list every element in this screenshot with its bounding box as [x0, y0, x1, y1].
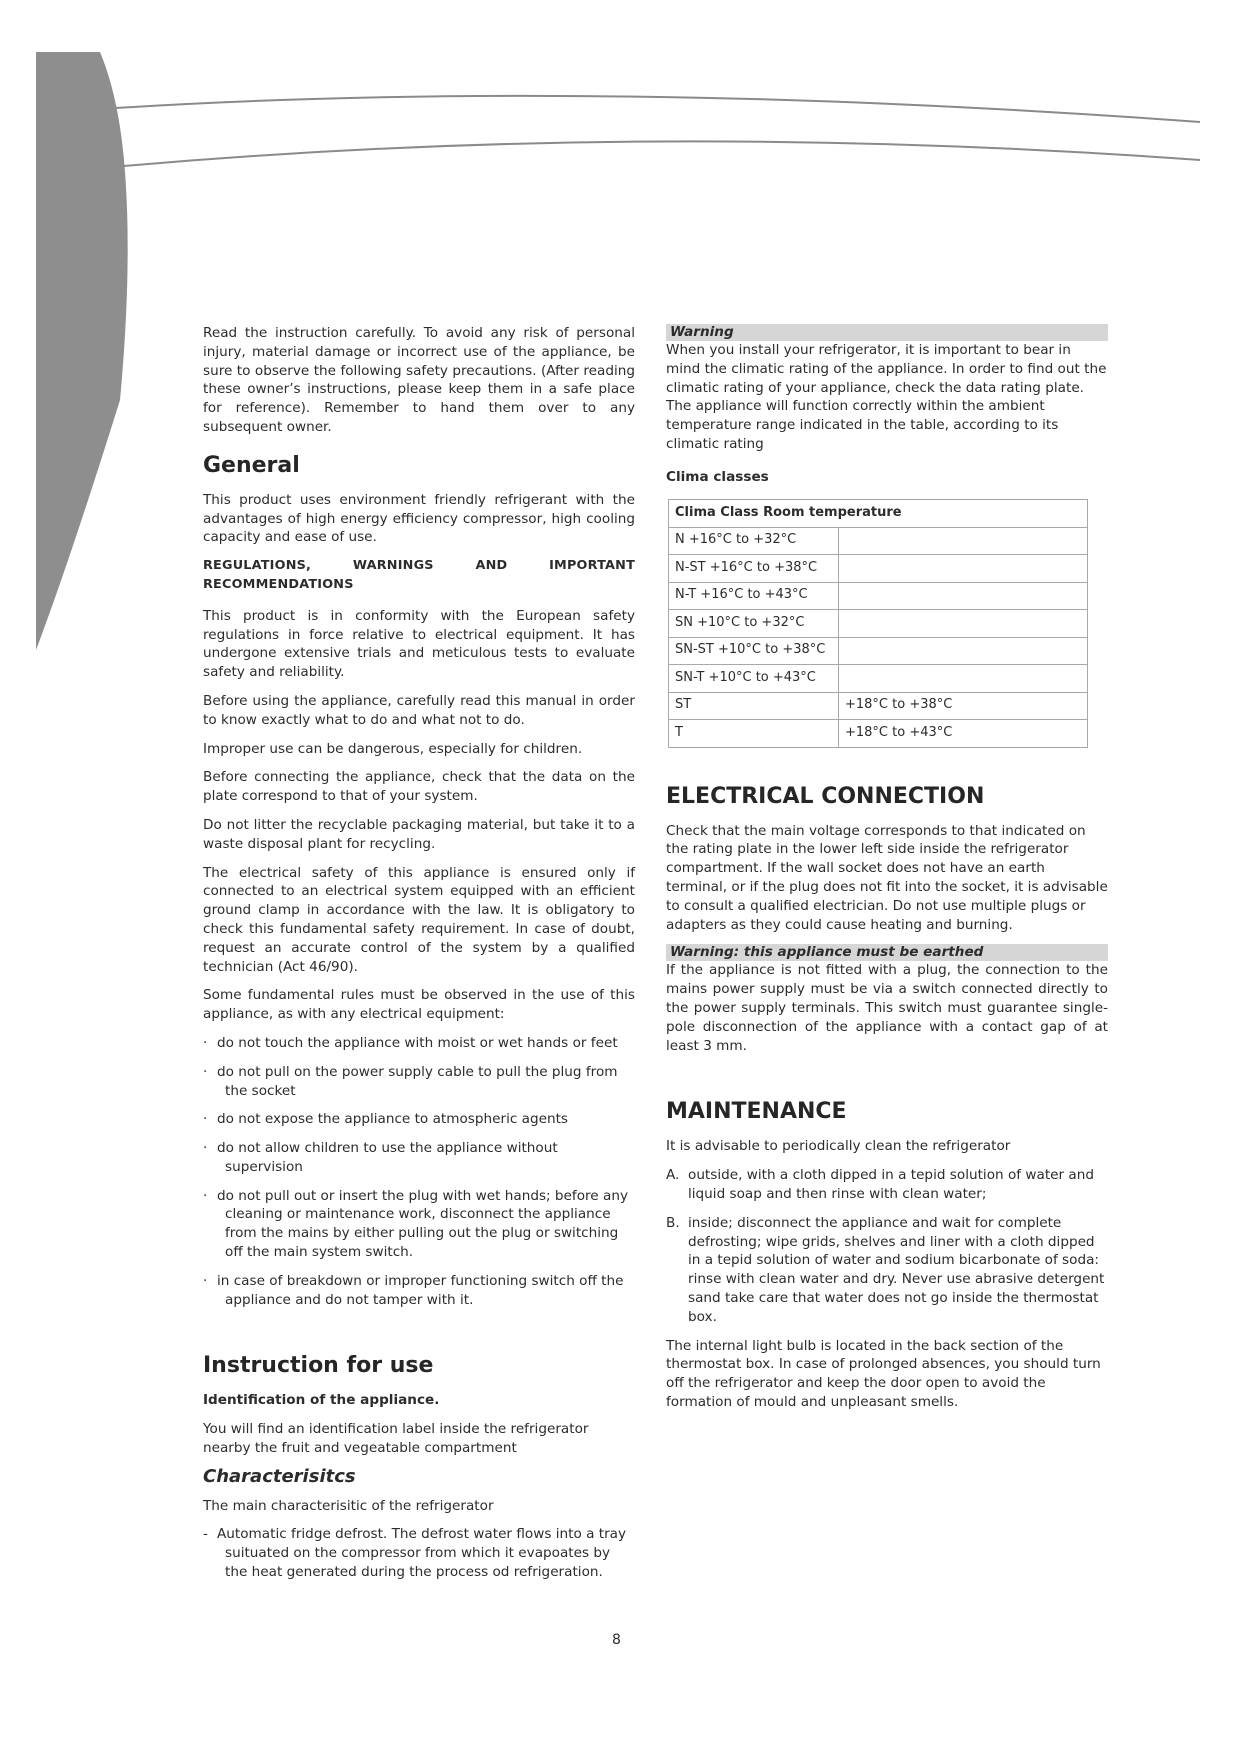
table-cell: N-ST +16°C to +38°C: [669, 555, 839, 583]
electrical-heading: ELECTRICAL CONNECTION: [666, 783, 985, 809]
list-item: · in case of breakdown or improper functioning switch off the appliance and do not tamper with it.: [203, 1272, 635, 1310]
earth-warning-title: Warning: this appliance must be earthed: [666, 944, 1108, 961]
list-item: · do not pull on the power supply cable to pull the plug from the socket: [203, 1063, 635, 1101]
table-cell: N-T +16°C to +43°C: [669, 582, 839, 610]
table-cell: [839, 555, 1088, 583]
warning-title: Warning: [666, 324, 1108, 341]
earth-warning-paragraph: If the appliance is not fitted with a plug, the connection to the mains power supply must be via a switch connected directly to the power supply terminals. This switch must guarantee single-pole disconnection of the appliance with a contact gap of at least 3 mm.: [666, 962, 1108, 1054]
general-paragraph: Some fundamental rules must be observed in the use of this appliance, as with any electrical equipment:: [203, 987, 635, 1023]
right-column: [666, 324, 1108, 1422]
electrical-paragraph: Check that the main voltage corresponds to that indicated on the rating plate in the lower left side inside the refrigerator compartment. If the wall socket does not have an earth terminal, or if the plug does not fit into the socket, it is advisable to consult a qualified electrician. Do not use multiple plugs or adapters as they could cause heating and burning.: [666, 822, 1108, 933]
maintenance-intro: It is advisable to periodically clean the refrigerator: [666, 1138, 1011, 1155]
warning-paragraph: When you install your refrigerator, it is important to bear in mind the climatic rating of the appliance. In order to find out the climatic rating of your appliance, check the data rating plate. The appliance will function correctly within the ambient temperature range indicated in the table, according to its climatic rating: [666, 342, 1107, 452]
list-item: [666, 1214, 1108, 1327]
clima-classes-label: Clima classes: [666, 468, 769, 485]
list-marker: B.: [666, 1214, 680, 1231]
instruction-heading: Instruction for use: [203, 1353, 434, 1379]
table-row: [669, 527, 1088, 555]
left-column: [203, 324, 635, 1592]
table-header: Clima Class Room temperature: [669, 499, 1088, 527]
table-cell: N +16°C to +32°C: [669, 527, 839, 555]
table-cell: ST: [669, 692, 839, 720]
list-item-text: outside, with a cloth dipped in a tepid solution of water and liquid soap and then rinse with clean water;: [688, 1167, 1094, 1202]
table-row: [669, 665, 1088, 693]
table-row: [669, 582, 1088, 610]
identification-heading: Identification of the appliance.: [203, 1392, 440, 1409]
characteristics-list: [203, 1525, 635, 1581]
maintenance-closing: The internal light bulb is located in the back section of the thermostat box. In case of prolonged absences, you should turn off the refrigerator and keep the door open to avoid the formation of mould and unpleasant smells.: [666, 1337, 1101, 1410]
page-number: 8: [612, 1632, 621, 1648]
list-item: · do not allow children to use the appliance without supervision: [203, 1139, 635, 1177]
table-row: [669, 720, 1088, 748]
regulations-heading: REGULATIONS, WARNINGS AND IMPORTANT RECOMMENDATIONS: [203, 558, 635, 592]
table-row: [669, 610, 1088, 638]
table-cell: [839, 637, 1088, 665]
list-item: · do not expose the appliance to atmospheric agents: [203, 1110, 635, 1129]
table-row: [669, 692, 1088, 720]
list-item: · do not touch the appliance with moist or wet hands or feet: [203, 1034, 635, 1053]
table-cell: [839, 610, 1088, 638]
general-paragraph: Before connecting the appliance, check that the data on the plate correspond to that of your system.: [203, 769, 635, 805]
table-cell: [839, 665, 1088, 693]
table-cell: [839, 527, 1088, 555]
safety-rules-list: [203, 1034, 635, 1310]
list-item: · do not pull out or insert the plug with wet hands; before any cleaning or maintenance work, disconnect the appliance from the mains by either pulling out the plug or switching off the main system switch.: [203, 1187, 635, 1262]
general-paragraph: The electrical safety of this appliance is ensured only if connected to an electrical system equipped with an efficient ground clamp in accordance with the law. It is obligatory to check this fundamental safety requirement. In case of doubt, request an accurate control of the system by a qualified technician (Act 46/90).: [203, 864, 635, 975]
general-paragraph: Before using the appliance, carefully read this manual in order to know exactly what to do and what not to do.: [203, 692, 635, 728]
table-header-row: [669, 499, 1088, 527]
identification-paragraph: You will find an identification label inside the refrigerator nearby the fruit and vegeatable compartment: [203, 1421, 589, 1457]
table-cell: [839, 582, 1088, 610]
list-item-text: inside; disconnect the appliance and wait for complete defrosting; wipe grids, shelves and liner with a cloth dipped in a tepid solution of water and sodium bicarbonate of soda: rinse with clean water and dry. Never use abrasive detergent sand take care that water does not go inside the thermostat box.: [688, 1214, 1105, 1325]
maintenance-list: [666, 1166, 1108, 1326]
characteristics-intro: The main characterisitic of the refrigerator: [203, 1497, 494, 1514]
table-row: [669, 555, 1088, 583]
table-cell: SN-T +10°C to +43°C: [669, 665, 839, 693]
general-paragraph: Do not litter the recyclable packaging material, but take it to a waste disposal plant for recycling.: [203, 816, 635, 852]
general-paragraph: This product is in conformity with the European safety regulations in force relative to electrical equipment. It has undergone extensive trials and meticulous tests to evaluate safety and reliability.: [203, 607, 635, 681]
general-heading: General: [203, 452, 300, 478]
clima-table: [668, 499, 1088, 748]
list-marker: A.: [666, 1167, 680, 1184]
table-cell: +18°C to +38°C: [839, 692, 1088, 720]
maintenance-heading: MAINTENANCE: [666, 1099, 847, 1125]
list-item: [666, 1166, 1108, 1204]
table-row: [669, 637, 1088, 665]
table-cell: SN-ST +10°C to +38°C: [669, 637, 839, 665]
table-cell: +18°C to +43°C: [839, 720, 1088, 748]
list-item: - Automatic fridge defrost. The defrost water flows into a tray suituated on the compressor from which it evapoates by the heat generated during the process od refrigeration.: [203, 1525, 635, 1581]
characteristics-heading: Characterisitcs: [203, 1465, 356, 1487]
general-paragraph: Improper use can be dangerous, especially for children.: [203, 740, 583, 757]
intro-paragraph: Read the instruction carefully. To avoid any risk of personal injury, material damage or incorrect use of the appliance, be sure to observe the following safety precautions. (After reading these owner’s instructions, please keep them in a safe place for reference). Remember to hand them over to any subsequent owner.: [203, 325, 635, 435]
table-cell: T: [669, 720, 839, 748]
general-paragraph: This product uses environment friendly refrigerant with the advantages of high energy efficiency compressor, high cooling capacity and ease of use.: [203, 491, 635, 546]
table-cell: SN +10°C to +32°C: [669, 610, 839, 638]
